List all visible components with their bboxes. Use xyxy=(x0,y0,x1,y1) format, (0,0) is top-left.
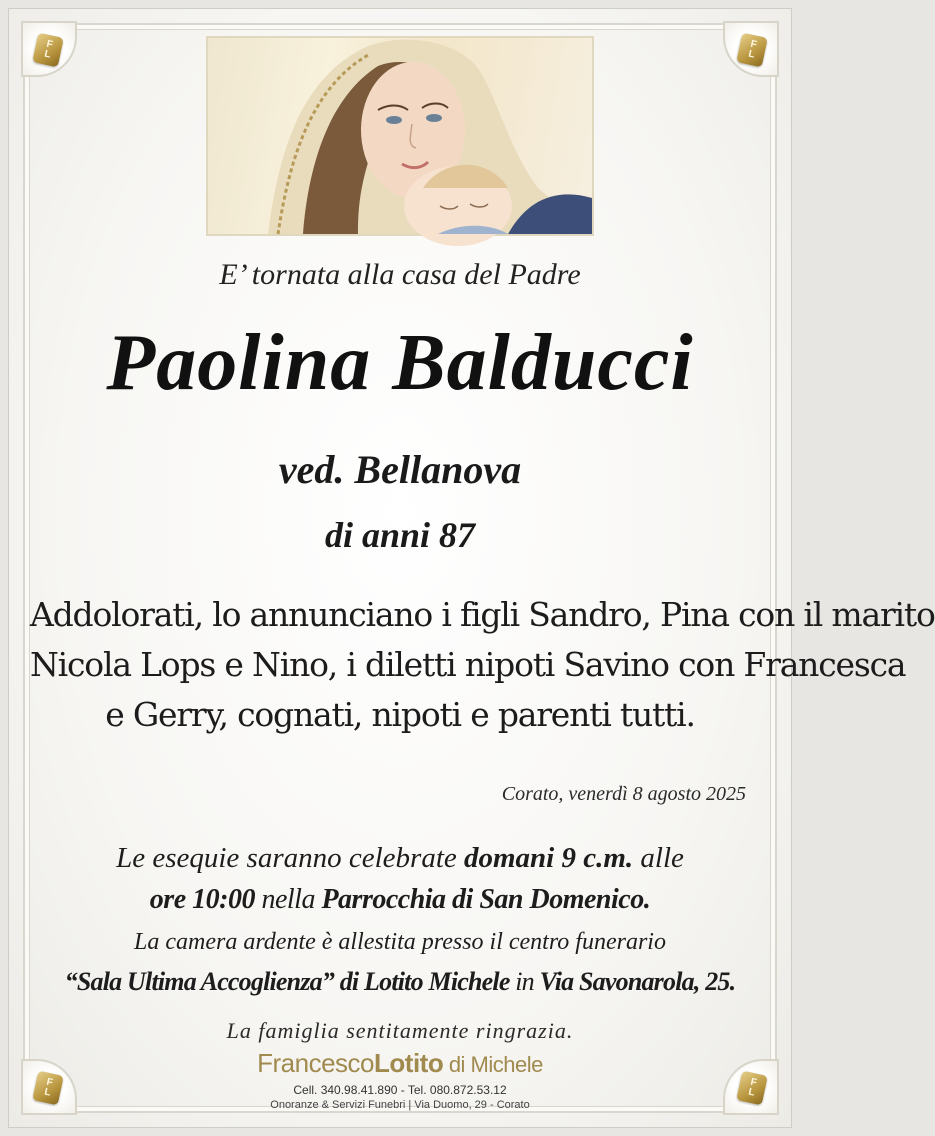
announcement-text xyxy=(30,590,935,740)
announcement-line: e Gerry, cognati, nipoti e parenti tutti. xyxy=(105,695,695,734)
agency-name: FrancescoLotito di Michele xyxy=(257,1048,543,1078)
agency-contacts: Cell. 340.98.41.890 - Tel. 080.872.53.12 xyxy=(293,1083,507,1097)
funeral-line-1: Le esequie saranno celebrate domani 9 c.m. alle xyxy=(116,842,684,874)
agency-services: Onoranze & Servizi Funebri | Via Duomo, 29 - Corato xyxy=(270,1099,530,1111)
funeral-details xyxy=(0,838,800,1002)
funeral-line-2: ore 10:00 nella Parrocchia di San Domenico. xyxy=(149,884,651,915)
announcement-line: Addolorati, lo annunciano i figli Sandro, Pina con il marito xyxy=(30,595,935,634)
deceased-name: Paolina Balducci xyxy=(106,319,694,407)
widow-of: ved. Bellanova xyxy=(278,447,522,492)
fl-logo-icon: F L xyxy=(736,1071,768,1106)
fl-logo-icon: F L xyxy=(32,33,64,68)
intro-phrase: E’ tornata alla casa del Padre xyxy=(219,258,581,291)
madonna-and-child-image xyxy=(206,36,594,236)
age: di anni 87 xyxy=(324,515,476,555)
fl-logo-icon: F L xyxy=(736,33,768,68)
funeral-line-3: La camera ardente è allestita presso il centro funerario xyxy=(134,929,666,955)
fl-logo-icon: F L xyxy=(32,1071,64,1106)
funeral-agency xyxy=(0,1048,800,1111)
place-date: Corato, venerdì 8 agosto 2025 xyxy=(501,783,746,805)
announcement-line: Nicola Lops e Nino, i diletti nipoti Savino con Francesca xyxy=(30,645,906,684)
funeral-line-4: “Sala Ultima Accoglienza” di Lotito Michele in Via Savonarola, 25. xyxy=(64,967,736,996)
family-thanks: La famiglia sentitamente ringrazia. xyxy=(226,1018,574,1043)
